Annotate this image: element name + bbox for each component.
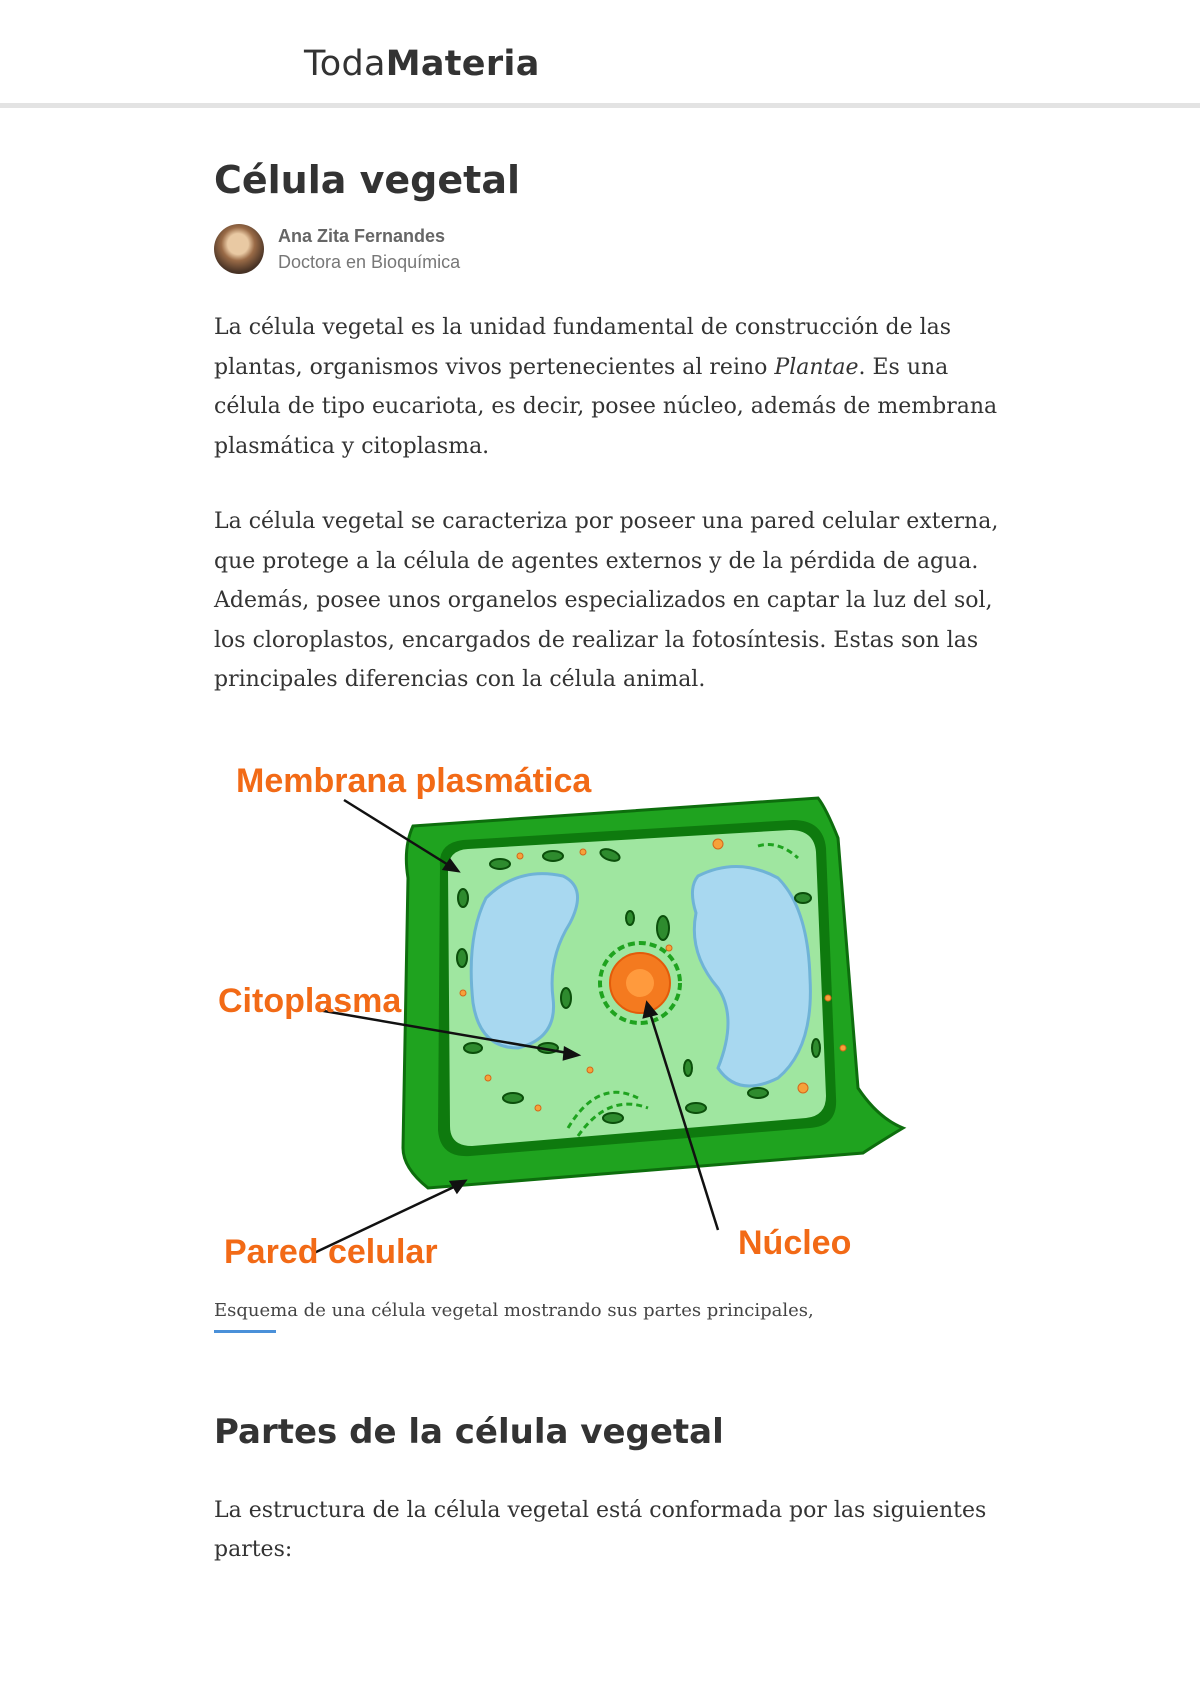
plant-cell-diagram	[218, 748, 958, 1288]
site-logo[interactable]	[304, 44, 540, 84]
label-nucleo: Núcleo	[738, 1223, 852, 1262]
article	[214, 150, 1004, 1570]
author-role: Doctora en Bioquímica	[278, 252, 461, 272]
intro-text-italic: Plantae	[774, 354, 859, 380]
logo-part-1: Toda	[304, 44, 386, 84]
caption-underline	[214, 1330, 276, 1333]
section-title: Partes de la célula vegetal	[214, 1411, 724, 1452]
characteristics-paragraph: La célula vegetal se caracteriza por poseer una pared celular externa, que protege a la célula de agentes externos y de la pérdida de agua. Además, posee unos organelos especializados en captar la luz del sol, los cloroplastos, encargados de realizar la fotosíntesis. Estas son las principales diferencias con la célula animal.	[214, 509, 999, 692]
intro-text-b: . Es una célula de tipo eucariota, es decir, posee núcleo, además de membrana plasmática y citoplasma.	[214, 354, 998, 459]
figure-caption	[214, 1300, 814, 1321]
author-block	[214, 224, 1004, 280]
label-pared: Pared celular	[224, 1232, 438, 1271]
figure-caption-text: Esquema de una célula vegetal mostrando sus partes principales,	[214, 1299, 814, 1321]
intro-text-a: La célula vegetal es la unidad fundamental de construcción de las plantas, organismos vivos pertenecientes al reino	[214, 315, 952, 380]
article-title: Célula vegetal	[214, 158, 520, 202]
plant-cell-figure	[218, 748, 958, 1288]
logo-part-2: Materia	[385, 44, 540, 84]
label-membrana: Membrana plasmática	[236, 761, 592, 800]
section-paragraph: La estructura de la célula vegetal está conformada por las siguientes partes:	[214, 1497, 987, 1562]
author-name[interactable]: Ana Zita Fernandes	[278, 226, 446, 246]
intro-paragraph	[214, 308, 1004, 466]
top-bar	[0, 0, 1200, 108]
label-citoplasma: Citoplasma	[218, 981, 402, 1020]
author-avatar[interactable]	[214, 224, 264, 274]
